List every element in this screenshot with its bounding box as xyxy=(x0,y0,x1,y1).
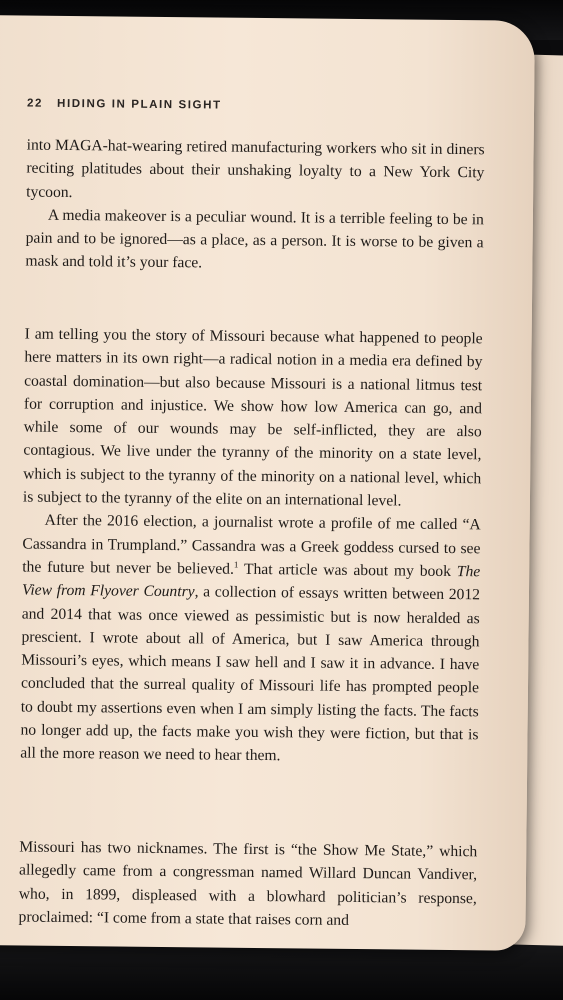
book-title: The View from Flyover Country xyxy=(21,563,481,601)
running-title: HIDING IN PLAIN SIGHT xyxy=(57,97,222,112)
page-number: 22 xyxy=(27,97,44,110)
running-header xyxy=(27,98,222,112)
section-2 xyxy=(20,323,483,770)
cassandra-text-b: That article was about my book xyxy=(238,560,457,581)
section-1 xyxy=(25,134,484,279)
cassandra-text-a: After the 2016 election, a journalist wrote a profile of me called “A Cassandra in Trumpland.” Cassandra was a Greek goddess cursed to see the future but never be believed. xyxy=(22,512,481,578)
paragraph-nicknames: Missouri has two nicknames. The first is “the Show Me State,” which allegedly came from a congressman named Willard Duncan Vandiver, who, in 1899, displeased with a blowhard politician’s response, proclaimed: “I come from a state that raises corn and xyxy=(18,838,478,929)
book-page xyxy=(0,15,535,951)
section-3 xyxy=(18,835,477,933)
paragraph-media-makeover: A media makeover is a peculiar wound. It is a terrible feeling to be in pain and to be ignored—as a place, as a person. It is worse to be given a mask and told it’s your face. xyxy=(25,206,484,272)
paragraph-continuation: into MAGA-hat-wearing retired manufacturing workers who sit in diners reciting platitudes about their unshaking loyalty to a New York City tycoon. xyxy=(26,136,485,201)
paragraph-cassandra xyxy=(20,509,481,770)
footnote-marker: 1 xyxy=(233,559,239,570)
cassandra-text-c: , a collection of essays written between 2012 and 2014 that was once viewed as pessimistic but is now heralded as prescient. I wrote about all of America, but I saw America through Missouri’s eyes, which means I saw hell and I saw it in advance. I have concluded that the surreal quality of Missouri life has prompted people to doubt my assertions even when I am simply listing the facts. The facts no longer add up, the facts make you wish they were fiction, but that is all the more reason we need to hear them. xyxy=(20,583,481,765)
paragraph-missouri-story: I am telling you the story of Missouri because what happened to people here matters in its own right—a radical notion in a media era defined by coastal domination—but also because Missouri is a national litmus test for corruption and injustice. We show how low America can go, and while some of our wounds may be self-inflicted, they are also contagious. We live under the tyranny of the minority on a state level, which is subject to the tyranny of the minority on a national level, which is subject to the tyranny of the elite on an international level. xyxy=(22,325,483,510)
